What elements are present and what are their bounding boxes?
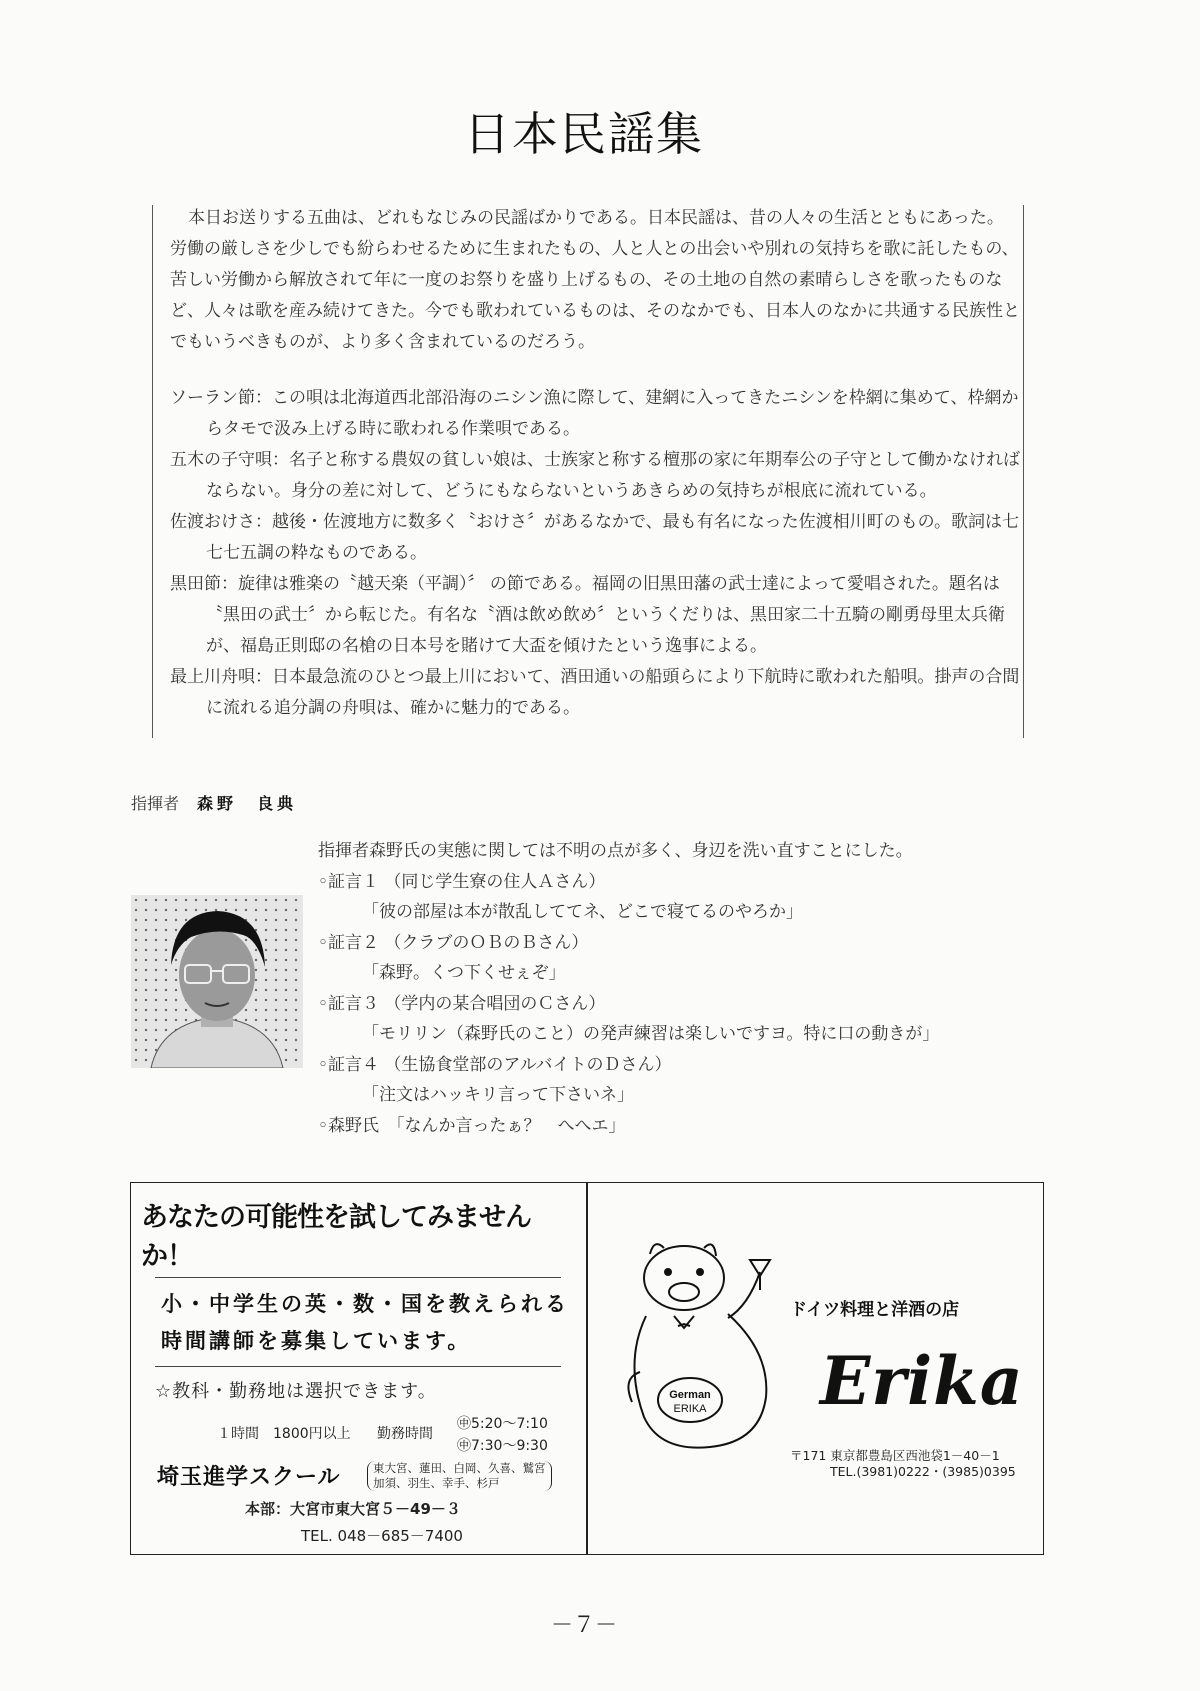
- song-itsuki: 五木の子守唄：名子と称する農奴の貧しい娘は、士族家と称する檀那の家に年期奉公の子守として働かなければならない。身分の差に対して、どうにもならないというあきらめの気持ちが根底に流れている。: [170, 450, 1020, 501]
- ad-divider: [586, 1183, 588, 1554]
- ad-hours-label: 勤務時間: [377, 1426, 433, 1442]
- song-sado-okesa: 佐渡おけさ：越後・佐渡地方に数多く〝おけさ〞があるなかで、最も有名になった佐渡相川町のもの。歌詞は七七七五調の粋なものである。: [170, 512, 1019, 563]
- conductor-label: 指揮者: [131, 794, 180, 813]
- school-branches: [367, 1461, 552, 1491]
- ad-hours-1: ㊥5:20～7:10: [457, 1416, 548, 1432]
- conductor-photo: [131, 895, 303, 1068]
- song-soran: ソーラン節：この唄は北海道西北部沿海のニシン漁に際して、建網に入ってきたニシンを枠網に集めて、枠網からタモで汲み上げる時に歌われる作業唄である。: [170, 388, 1019, 439]
- restaurant-tel: TEL.(3981)0222・(3985)0395: [830, 1464, 1016, 1479]
- erika-logo: Erika: [820, 1342, 1024, 1420]
- school-tel: TEL. 048－685－7400: [301, 1527, 463, 1545]
- ad-rule: [155, 1277, 561, 1278]
- intro-paragraph: 本日お送りする五曲は、どれもなじみの民謡ばかりである。日本民謡は、昔の人々の生活とともにあった。労働の厳しさを少しでも紛らわせるために生まれたもの、人と人との出会いや別れの気持ちを歌に託したもの、苦しい労働から解放されて年に一度のお祭りを盛り上げるもの、その土地の自然の素晴らしさを歌ったものなど、人々は歌を産み続けてきた。今でも歌われているものは、そのなかでも、日本人のなかに共通する民族性とでもいうべきものが、より多く含まれているのだろう。: [170, 208, 1020, 352]
- school-hq: 本部：大宮市東大宮５－49－３: [245, 1500, 461, 1518]
- portrait-illustration: [131, 895, 303, 1068]
- testimony-quote: 「モリリン（森野氏のこと）の発声練習は楽しいですヨ。特に口の動きが」: [362, 1024, 940, 1044]
- conductor-heading: [131, 791, 297, 814]
- restaurant-tagline: ドイツ料理と洋酒の店: [790, 1300, 960, 1320]
- song-mogamigawa: 最上川舟唄：日本最急流のひとつ最上川において、酒田通いの船頭らにより下航時に歌われた船唄。掛声の合間に流れる追分調の舟唄は、確かに魅力的である。: [170, 667, 1020, 718]
- testimony-quote: 「彼の部屋は本が散乱しててネ、どこで寝てるのやろか」: [362, 902, 803, 922]
- ad-hours-2: ㊥7:30～9:30: [457, 1438, 548, 1454]
- testimony-head: ◦証言３ （学内の某合唱団のＣさん）: [318, 993, 606, 1014]
- testimony-head: ◦証言１ （同じ学生寮の住人Ａさん）: [318, 871, 606, 892]
- address-line: 〒171 東京都豊島区西池袋1－40－1: [790, 1448, 1000, 1463]
- ad-pay: １時間 1800円以上: [217, 1426, 351, 1442]
- school-ad: [141, 1195, 571, 1545]
- school-name: 埼玉進学スクール: [157, 1465, 341, 1490]
- branch-line: 加須、羽生、幸手、杉戸: [373, 1476, 500, 1490]
- pig-mascot-icon: [620, 1232, 790, 1457]
- bio-lead: 指揮者森野氏の実態に関しては不明の点が多く、身辺を洗い直すことにした。: [318, 841, 913, 861]
- pig-label-german: German: [669, 1389, 711, 1401]
- ad-main-line: 小・中学生の英・数・国を教えられる: [161, 1292, 569, 1316]
- conductor-bio: [318, 836, 1018, 1141]
- ad-subject-note: ☆教科・勤務地は選択できます。: [155, 1381, 437, 1402]
- testimony-quote: 「注文はハッキリ言って下さいネ」: [362, 1085, 634, 1105]
- conductor-name: 森野 良典: [197, 794, 298, 813]
- pig-label-erika: ERIKA: [673, 1403, 707, 1415]
- testimony-head: ◦証言２ （クラブのＯＢのＢさん）: [318, 932, 589, 953]
- branch-line: 東大宮、蓮田、白岡、久喜、鷲宮: [373, 1461, 546, 1475]
- page-title: 日本民謡集: [464, 107, 704, 161]
- page-number: －７－: [550, 1613, 617, 1638]
- ad-main-line: 時間講師を募集しています。: [161, 1329, 472, 1353]
- ad-rule: [155, 1366, 561, 1367]
- testimony-list: [318, 867, 1018, 1142]
- ad-main-copy: [161, 1286, 571, 1360]
- testimony-quote: 「森野。くつ下くせぇぞ」: [362, 963, 566, 983]
- restaurant-address: [790, 1448, 1016, 1480]
- ad-headline: あなたの可能性を試してみませんか！: [141, 1202, 531, 1272]
- song-list: [170, 383, 1020, 724]
- testimony-head: ◦証言４ （生協食堂部のアルバイトのＤさん）: [318, 1054, 672, 1075]
- song-kuroda-bushi: 黒田節：旋律は雅楽の〝越天楽（平調）〞 の節である。福岡の旧黒田藩の武士達によって愛唱された。題名は〝黒田の武士〞から転じた。有名な〝酒は飲め飲め〞というくだりは、黒田家二十五騎の剛勇母里太兵衛が、福島正則邸の名槍の日本号を賭けて大盃を傾けたという逸事による。: [170, 574, 1005, 656]
- morino-reply: ◦森野氏 「なんか言ったぁ？ へへエ」: [318, 1115, 626, 1136]
